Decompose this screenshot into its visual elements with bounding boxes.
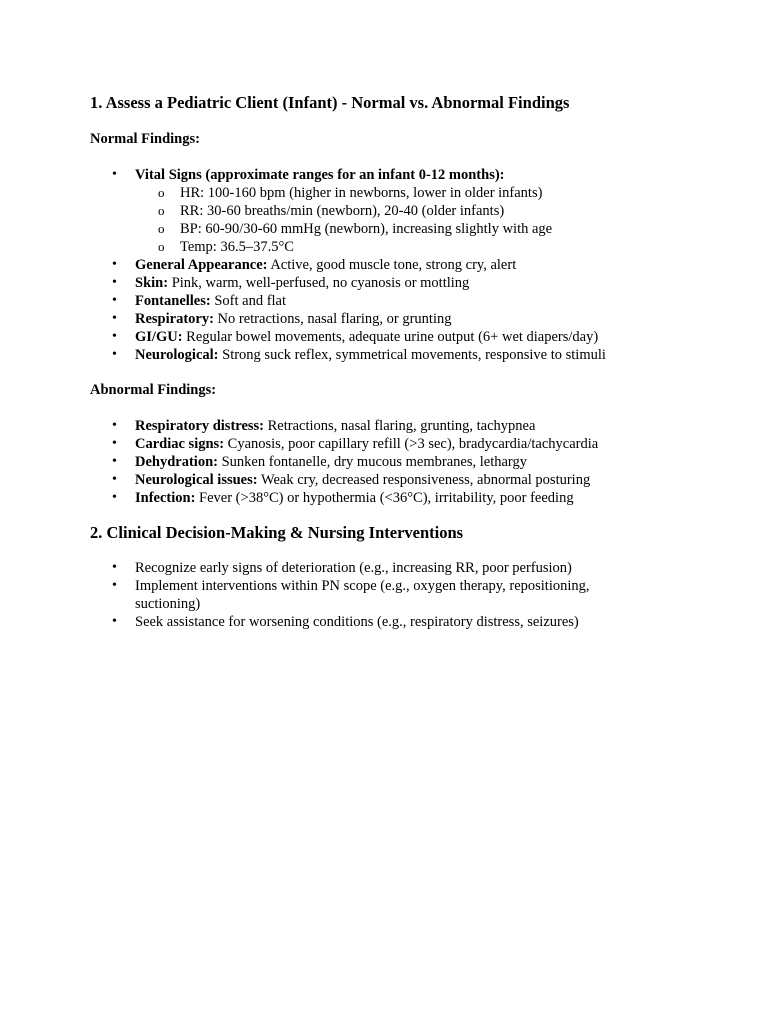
bullet-icon: • bbox=[112, 472, 117, 487]
document-page bbox=[90, 93, 690, 631]
bullet-icon: • bbox=[112, 275, 117, 290]
vital-sign-item: o BP: 60-90/30-60 mmHg (newborn), increasing slightly with age bbox=[158, 221, 553, 237]
list-item: • General Appearance: Active, good muscle tone, strong cry, alert bbox=[112, 257, 517, 273]
abnormal-findings-list bbox=[90, 417, 690, 507]
list-item: • Skin: Pink, warm, well-perfused, no cyanosis or mottling bbox=[112, 275, 470, 291]
sub-bullet-icon: o bbox=[158, 239, 165, 254]
list-item: • Neurological: Strong suck reflex, symmetrical movements, responsive to stimuli bbox=[112, 347, 606, 363]
normal-findings-list bbox=[90, 166, 690, 364]
bullet-icon: • bbox=[112, 578, 117, 593]
bullet-icon: • bbox=[112, 614, 117, 629]
bullet-icon: • bbox=[112, 167, 117, 182]
list-item: • Implement interventions within PN scope (e.g., oxygen therapy, repositioning, suctioning) bbox=[112, 578, 590, 612]
sub-bullet-icon: o bbox=[158, 221, 165, 236]
list-item: • Dehydration: Sunken fontanelle, dry mucous membranes, lethargy bbox=[112, 454, 527, 470]
bullet-icon: • bbox=[112, 329, 117, 344]
list-item: • GI/GU: Regular bowel movements, adequate urine output (6+ wet diapers/day) bbox=[112, 329, 599, 345]
section-1-heading: 1. Assess a Pediatric Client (Infant) - Normal vs. Abnormal Findings bbox=[90, 93, 570, 112]
list-item: • Recognize early signs of deterioration (e.g., increasing RR, poor perfusion) bbox=[112, 560, 572, 576]
list-item: • Respiratory: No retractions, nasal flaring, or grunting bbox=[112, 311, 452, 327]
list-item: • Infection: Fever (>38°C) or hypothermia (<36°C), irritability, poor feeding bbox=[112, 490, 574, 506]
vital-sign-item: o Temp: 36.5–37.5°C bbox=[158, 239, 294, 255]
list-item: • Neurological issues: Weak cry, decreased responsiveness, abnormal posturing bbox=[112, 472, 591, 488]
abnormal-findings-heading: Abnormal Findings: bbox=[90, 382, 217, 398]
vital-sign-item: o RR: 30-60 breaths/min (newborn), 20-40 (older infants) bbox=[158, 203, 505, 219]
section-2-heading: 2. Clinical Decision-Making & Nursing Interventions bbox=[90, 523, 464, 542]
vital-sign-item: o HR: 100-160 bpm (higher in newborns, lower in older infants) bbox=[158, 185, 543, 201]
bullet-icon: • bbox=[112, 490, 117, 505]
bullet-icon: • bbox=[112, 418, 117, 433]
list-item: • Seek assistance for worsening conditions (e.g., respiratory distress, seizures) bbox=[112, 614, 579, 630]
bullet-icon: • bbox=[112, 436, 117, 451]
bullet-icon: • bbox=[112, 311, 117, 326]
normal-findings-heading: Normal Findings: bbox=[90, 131, 200, 147]
bullet-icon: • bbox=[112, 257, 117, 272]
interventions-list bbox=[90, 559, 690, 631]
sub-bullet-icon: o bbox=[158, 203, 165, 218]
list-item: • Fontanelles: Soft and flat bbox=[112, 293, 287, 309]
list-item: • Cardiac signs: Cyanosis, poor capillary refill (>3 sec), bradycardia/tachycardia bbox=[112, 436, 599, 452]
vital-signs-label: Vital Signs (approximate ranges for an infant 0-12 months): bbox=[135, 167, 505, 183]
bullet-icon: • bbox=[112, 347, 117, 362]
vital-signs-sublist bbox=[135, 184, 690, 256]
bullet-icon: • bbox=[112, 293, 117, 308]
list-item: • Respiratory distress: Retractions, nasal flaring, grunting, tachypnea bbox=[112, 418, 536, 434]
sub-bullet-icon: o bbox=[158, 185, 165, 200]
list-item-vital-signs bbox=[90, 166, 690, 256]
bullet-icon: • bbox=[112, 560, 117, 575]
bullet-icon: • bbox=[112, 454, 117, 469]
